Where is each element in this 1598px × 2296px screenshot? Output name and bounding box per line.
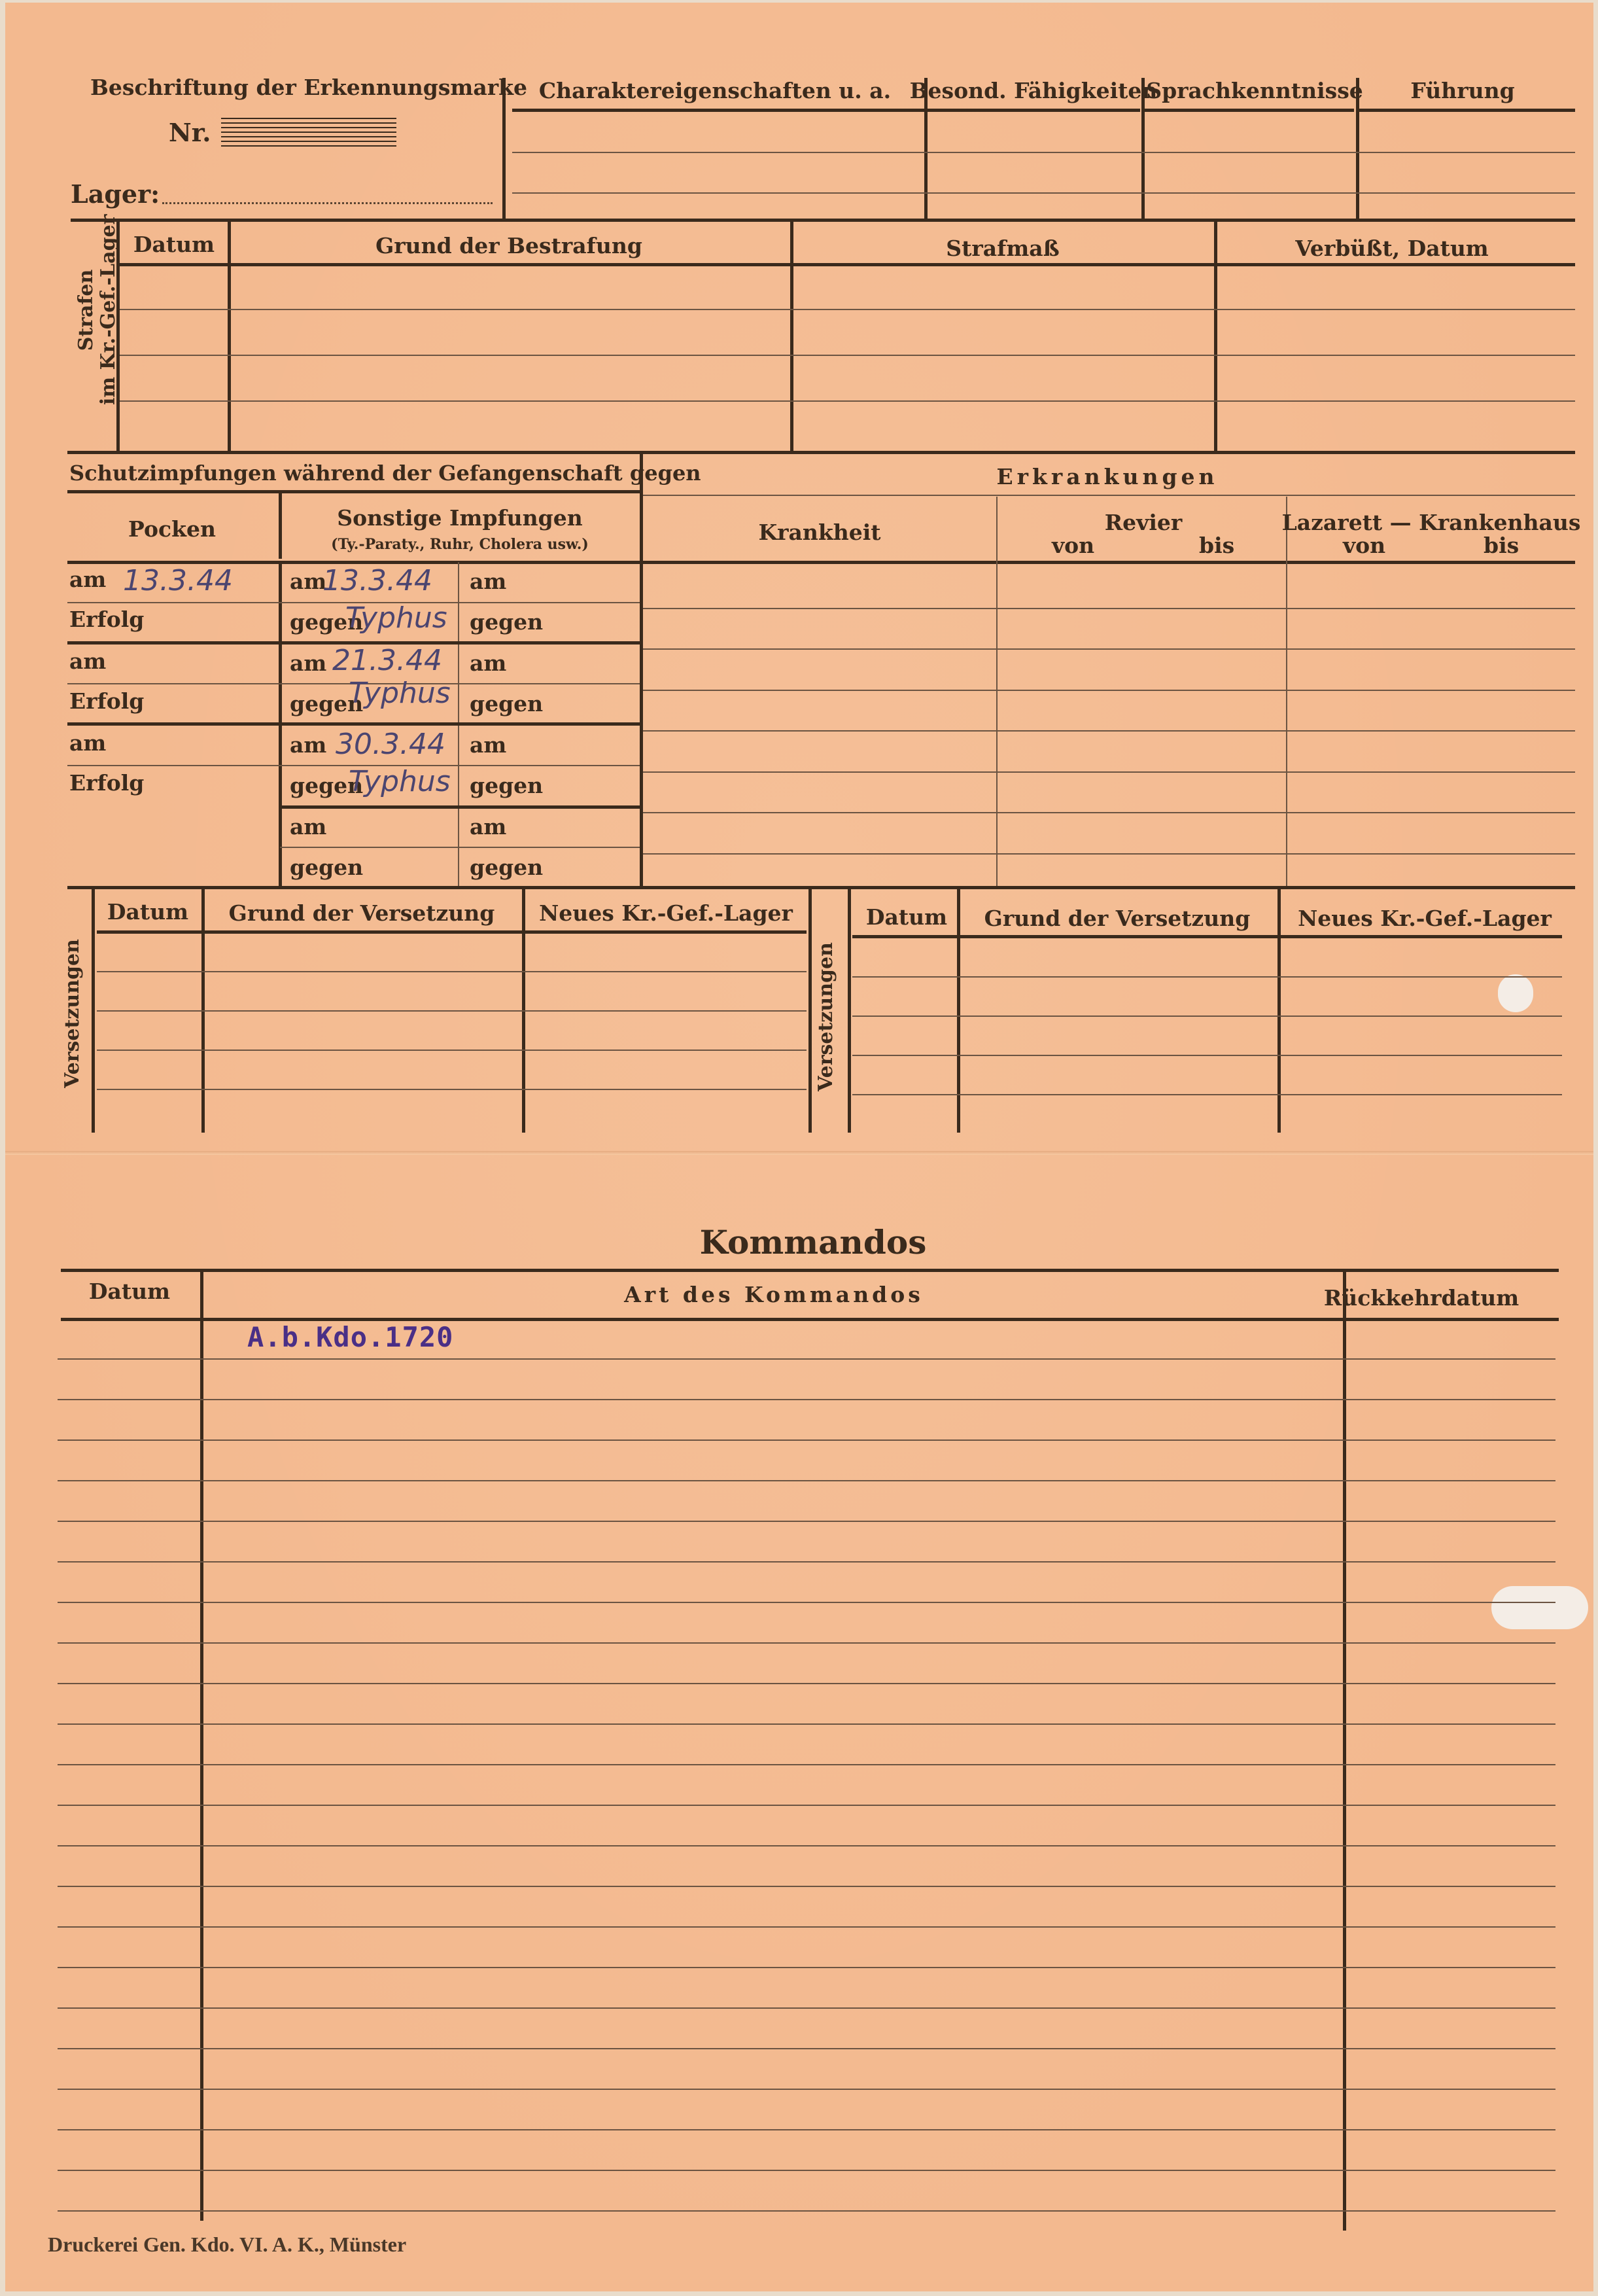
fuehrung-header: Führung: [1410, 78, 1515, 103]
versetzung-grund-header-right: Grund der Versetzung: [984, 906, 1251, 931]
lager-field[interactable]: [162, 202, 493, 204]
kommando-row-line: [58, 1399, 1555, 1400]
sonstige-gegen-1: gegen: [290, 609, 364, 635]
kommando-row-line: [58, 2007, 1555, 2009]
lazarett-bis: bis: [1484, 533, 1520, 558]
sonstige2-gegen-2: gegen: [470, 691, 544, 716]
krankheit-header: Krankheit: [758, 520, 881, 545]
kommando-row-line: [58, 1886, 1555, 1887]
sonstige-am-4: am: [290, 814, 327, 839]
strafen-side-label: Strafen im Kr.-Gef.-Lager: [75, 214, 120, 405]
kommando-row-line: [58, 1805, 1555, 1806]
sonstige-gegen-4: gegen: [290, 855, 364, 880]
lazarett-von: von: [1343, 533, 1386, 558]
kommandos-rueckkehr-header: Rückkehrdatum: [1323, 1285, 1520, 1311]
sonstige-gegen-2: gegen: [290, 691, 364, 716]
sonstige-disease-3[interactable]: Typhus: [349, 765, 451, 798]
pocken-date-1[interactable]: 13.3.44: [123, 564, 233, 597]
erkrankungen-title: Erkrankungen: [996, 464, 1219, 489]
strafen-datum-header: Datum: [133, 232, 215, 257]
sonstige-disease-1[interactable]: Typhus: [345, 601, 447, 635]
sonstige2-am-3: am: [470, 732, 507, 758]
pocken-header: Pocken: [128, 516, 216, 542]
kommando-stamp[interactable]: A.b.Kdo.1720: [247, 1321, 454, 1353]
impfungen-title: Schutzimpfungen während der Gefangenschaft gegen: [69, 461, 701, 486]
verbuesst-header: Verbüßt, Datum: [1295, 236, 1489, 261]
kommando-row-line: [58, 1967, 1555, 1968]
pocken-erfolg-3: Erfolg: [69, 770, 145, 796]
kommando-row-line: [58, 1723, 1555, 1725]
kommando-row-line: [58, 2048, 1555, 2049]
pocken-erfolg-1: Erfolg: [69, 607, 145, 632]
sonstige-date-2[interactable]: 21.3.44: [332, 644, 442, 677]
strafmass-header: Strafmaß: [946, 236, 1060, 261]
lager-label: Lager:: [71, 179, 160, 209]
sonstige-am-3: am: [290, 732, 327, 758]
kommando-row-line: [58, 1764, 1555, 1765]
kommando-row-line: [58, 2210, 1555, 2212]
kommando-row-line: [58, 2089, 1555, 2090]
kommando-row-line: [58, 1480, 1555, 1481]
versetzung-grund-header-left: Grund der Versetzung: [228, 900, 495, 926]
sonstige-disease-2[interactable]: Typhus: [349, 677, 451, 710]
kommandos-art-header: Art des Kommandos: [624, 1282, 924, 1307]
nr-field[interactable]: [221, 118, 396, 147]
form-sheet: [5, 3, 1593, 2291]
kommandos-title: Kommandos: [699, 1223, 927, 1262]
pocken-am-2: am: [69, 648, 107, 674]
kommando-row-line: [58, 1521, 1555, 1522]
strafen-grund-header: Grund der Bestrafung: [375, 233, 642, 258]
kommando-row-line: [58, 2129, 1555, 2130]
revier-bis: bis: [1199, 533, 1235, 558]
fold-line: [5, 1151, 1593, 1155]
kommando-row-line: [58, 1683, 1555, 1684]
sonstige-subheader: (Ty.-Paraty., Ruhr, Cholera usw.): [331, 536, 589, 553]
charakter-header: Charaktereigenschaften u. a.: [538, 78, 892, 103]
punch-hole: [1498, 974, 1533, 1012]
versetzung-neues-header-right: Neues Kr.-Gef.-Lager: [1298, 906, 1552, 931]
lazarett-header: Lazarett — Krankenhaus: [1281, 510, 1581, 535]
revier-von: von: [1052, 533, 1095, 558]
marke-label: Beschriftung der Erkennungsmarke: [90, 75, 527, 100]
sonstige-am-2: am: [290, 650, 327, 676]
punch-hole: [1491, 1586, 1588, 1629]
versetzungen-side-label-left: Versetzungen: [61, 939, 84, 1088]
kommando-row-line: [58, 1439, 1555, 1441]
pocken-erfolg-2: Erfolg: [69, 688, 145, 714]
versetzung-datum-header-right: Datum: [865, 904, 948, 930]
pocken-am-1: am: [69, 567, 107, 592]
sonstige2-gegen-1: gegen: [470, 609, 544, 635]
sonstige2-gegen-4: gegen: [470, 855, 544, 880]
kommando-row-line: [58, 1642, 1555, 1644]
nr-label: Nr.: [169, 118, 211, 147]
kommando-row-line: [58, 1926, 1555, 1928]
sonstige2-am-1: am: [470, 569, 507, 594]
sonstige2-am-2: am: [470, 650, 507, 676]
kommando-row-line: [58, 1561, 1555, 1563]
kommando-row-line: [58, 1358, 1555, 1360]
sonstige-header: Sonstige Impfungen: [337, 505, 583, 531]
sonstige2-gegen-3: gegen: [470, 773, 544, 798]
kommandos-datum-header: Datum: [88, 1279, 171, 1304]
revier-header: Revier: [1104, 510, 1183, 535]
kommando-row-line: [58, 1845, 1555, 1846]
sonstige-date-1[interactable]: 13.3.44: [322, 564, 432, 597]
sonstige-gegen-3: gegen: [290, 773, 364, 798]
sprachen-header: Sprachkenntnisse: [1146, 78, 1363, 103]
printer-footer: Druckerei Gen. Kdo. VI. A. K., Münster: [48, 2233, 407, 2256]
sonstige2-am-4: am: [470, 814, 507, 839]
sonstige-am-1: am: [290, 569, 327, 594]
faehigkeiten-header: Besond. Fähigkeiten: [909, 78, 1158, 103]
versetzung-neues-header-left: Neues Kr.-Gef.-Lager: [539, 900, 793, 926]
versetzung-datum-header-left: Datum: [107, 899, 189, 925]
sonstige-date-3[interactable]: 30.3.44: [336, 728, 445, 761]
kommando-row-line: [58, 1602, 1555, 1603]
versetzungen-side-label-right: Versetzungen: [814, 942, 837, 1091]
kommando-row-line: [58, 2170, 1555, 2171]
pocken-am-3: am: [69, 730, 107, 756]
